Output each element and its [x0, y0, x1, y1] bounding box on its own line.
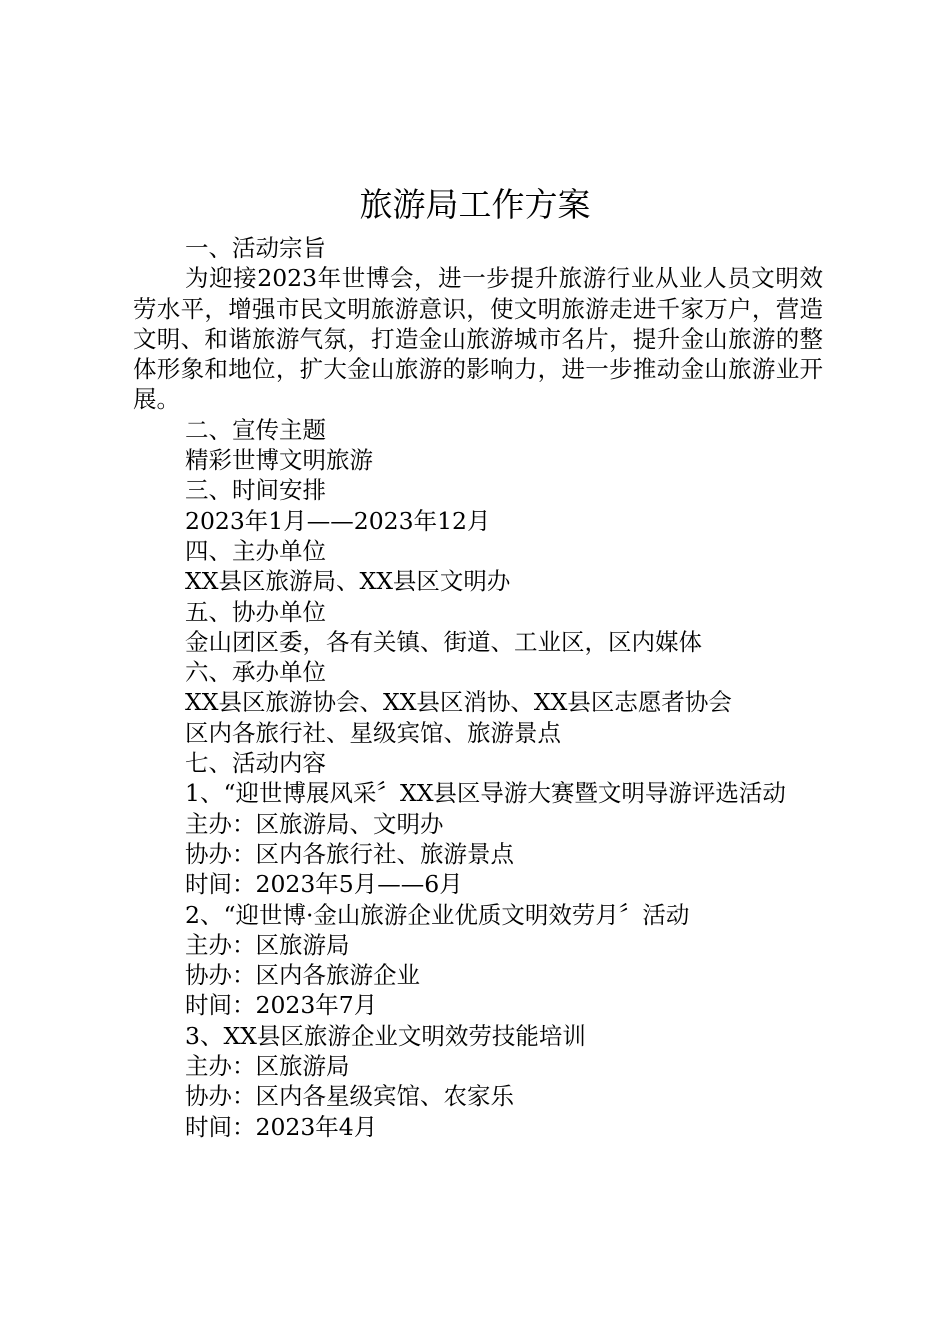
- activity-3-co-host: 协办：区内各星级宾馆、农家乐: [185, 1082, 514, 1111]
- co-organizer-text: 金山团区委，各有关镇、街道、工业区，区内媒体: [185, 627, 702, 656]
- activity-3-time: 时间：2023年4月: [185, 1112, 378, 1141]
- purpose-paragraph: 为迎接2023年世博会，进一步提升旅游行业从业人员文明效劳水平，增强市民文明旅游意识，使文明旅游走进千家万户，营造文明、和谐旅游气氛，打造金山旅游城市名片，提升金山旅游的整体形象和地位，扩大金山旅游的影响力，进一步推动金山旅游业开展。: [133, 264, 823, 414]
- section-heading-undertaker: 六、承办单位: [185, 658, 326, 687]
- section-heading-co-organizer: 五、协办单位: [185, 597, 326, 626]
- section-heading-organizer: 四、主办单位: [185, 536, 326, 565]
- activity-3-title: 3、XX县区旅游企业文明效劳技能培训: [185, 1021, 586, 1050]
- section-heading-theme: 二、宣传主题: [185, 415, 326, 444]
- section-heading-schedule: 三、时间安排: [185, 476, 326, 505]
- schedule-text: 2023年1月——2023年12月: [185, 506, 491, 535]
- activity-2-host: 主办：区旅游局: [185, 930, 350, 959]
- document-body: [133, 233, 823, 1142]
- theme-text: 精彩世博文明旅游: [185, 446, 373, 475]
- activity-1-co-host: 协办：区内各旅行社、旅游景点: [185, 839, 514, 868]
- organizer-text: XX县区旅游局、XX县区文明办: [185, 567, 511, 596]
- section-heading-purpose: 一、活动宗旨: [185, 234, 326, 262]
- activity-1-host: 主办：区旅游局、文明办: [185, 809, 444, 838]
- activity-2-co-host: 协办：区内各旅游企业: [185, 961, 420, 990]
- document-title: 旅游局工作方案: [359, 185, 591, 224]
- activity-2-title: 2、“迎世博·金山旅游企业优质文明效劳月〞活动: [185, 900, 690, 929]
- activity-1-time: 时间：2023年5月——6月: [185, 870, 463, 899]
- activity-1-title: 1、“迎世博展风采〞XX县区导游大赛暨文明导游评选活动: [185, 779, 786, 808]
- undertaker-text-2: 区内各旅行社、星级宾馆、旅游景点: [185, 718, 561, 747]
- section-heading-activities: 七、活动内容: [185, 749, 326, 778]
- activity-2-time: 时间：2023年7月: [185, 991, 378, 1020]
- undertaker-text: XX县区旅游协会、XX县区消协、XX县区志愿者协会: [185, 688, 732, 717]
- activity-3-host: 主办：区旅游局: [185, 1052, 350, 1081]
